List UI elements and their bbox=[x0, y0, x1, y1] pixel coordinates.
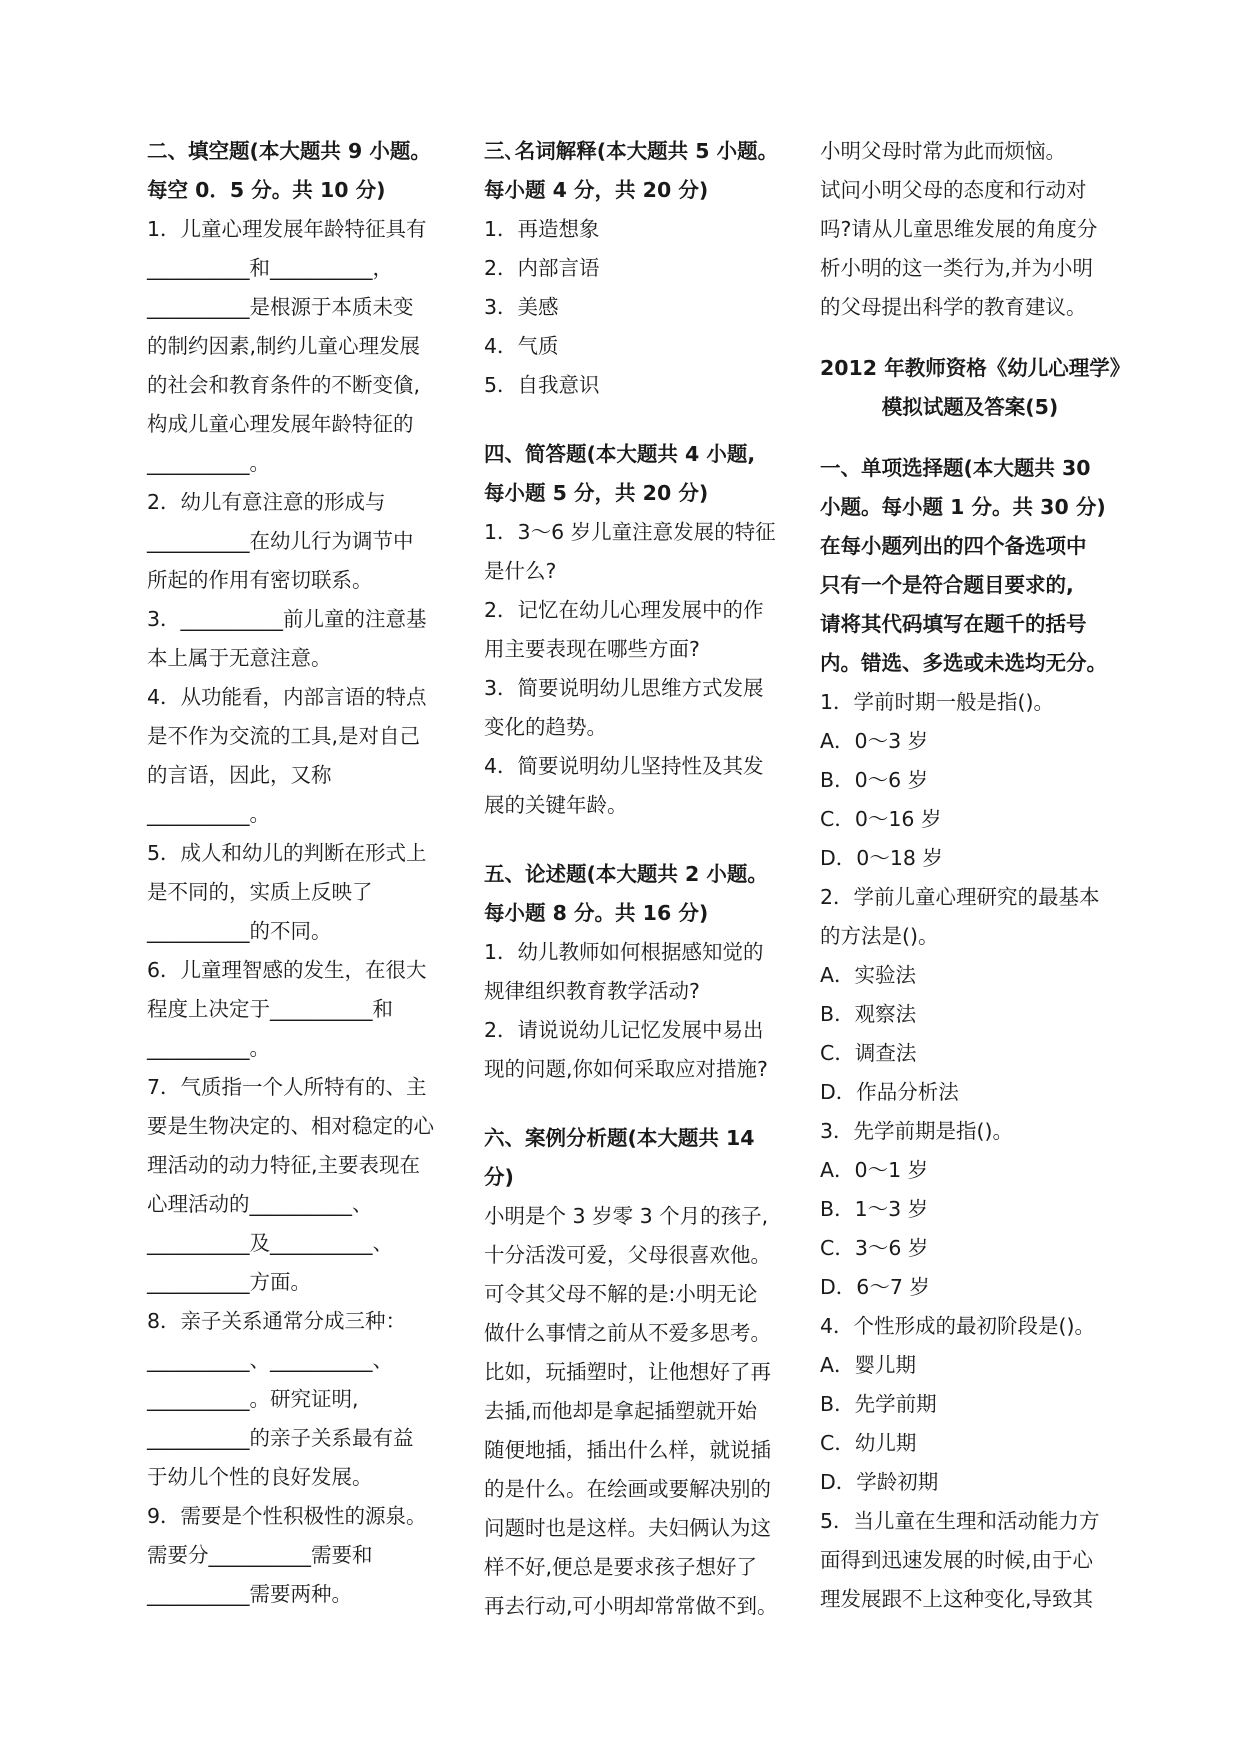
text-line: __________方面。 bbox=[147, 1270, 311, 1294]
text-line: 的方法是()。 bbox=[820, 924, 939, 948]
right-column bbox=[820, 132, 1131, 1619]
text-line: 2．学前儿童心理研究的最基本 bbox=[820, 885, 1100, 909]
text-line: 2．幼儿有意注意的形成与 bbox=[147, 490, 386, 514]
text-line: __________。 bbox=[147, 1036, 270, 1060]
text-line: A．实验法 bbox=[820, 963, 917, 987]
text-line: 比如，玩插塑时，让他想好了再 bbox=[484, 1360, 771, 1384]
section-heading-line: 模拟试题及答案(5) bbox=[881, 395, 1059, 419]
text-line: 变化的趋势。 bbox=[484, 715, 607, 739]
text-line: 用主要表现在哪些方面? bbox=[484, 637, 700, 661]
text-line: 需要分__________需要和 bbox=[147, 1543, 373, 1567]
text-line: 7．气质指一个人所特有的、主 bbox=[147, 1075, 427, 1099]
text-line: 5．当儿童在生理和活动能力方 bbox=[820, 1509, 1100, 1533]
text-line: 3．先学前期是指()。 bbox=[820, 1119, 1014, 1143]
section-heading-line: 三､名词解释(本大题共 5 小题。 bbox=[484, 139, 779, 163]
text-line: 十分活泼可爱，父母很喜欢他。 bbox=[484, 1243, 771, 1267]
text-line: C．0～16 岁 bbox=[820, 807, 942, 831]
section-spacer bbox=[484, 825, 794, 855]
text-line: 4．个性形成的最初阶段是()。 bbox=[820, 1314, 1096, 1338]
section-heading-line: 内。错选、多选或未选均无分。 bbox=[820, 651, 1107, 675]
text-line: __________需要两种。 bbox=[147, 1582, 352, 1606]
text-line: 于幼儿个性的良好发展。 bbox=[147, 1465, 373, 1489]
text-line: D．6～7 岁 bbox=[820, 1275, 930, 1299]
text-line: B．1～3 岁 bbox=[820, 1197, 929, 1221]
text-line: 2．内部言语 bbox=[484, 256, 600, 280]
text-line: __________及__________、 bbox=[147, 1231, 393, 1255]
text-line: __________。 bbox=[147, 451, 270, 475]
text-line: 去插,而他却是拿起插塑就开始 bbox=[484, 1399, 758, 1423]
text-line: 3．简要说明幼儿思维方式发展 bbox=[484, 676, 764, 700]
text-line: 吗?请从儿童思维发展的角度分 bbox=[820, 217, 1098, 241]
section-heading-line: 每小题 5 分，共 20 分) bbox=[484, 481, 709, 505]
text-line: __________的不同。 bbox=[147, 919, 332, 943]
text-line: B．0～6 岁 bbox=[820, 768, 929, 792]
section-heading-line: 小题。每小题 1 分。共 30 分) bbox=[820, 495, 1106, 519]
text-line: 析小明的这一类行为,并为小明 bbox=[820, 256, 1094, 280]
text-line: 1．学前时期一般是指()。 bbox=[820, 690, 1055, 714]
text-line: C．幼儿期 bbox=[820, 1431, 917, 1455]
text-line: 面得到迅速发展的时候,由于心 bbox=[820, 1548, 1094, 1572]
text-line: __________。研究证明, bbox=[147, 1387, 359, 1411]
text-line: 是不作为交流的工具,是对自己 bbox=[147, 724, 421, 748]
text-line: __________的亲子关系最有益 bbox=[147, 1426, 414, 1450]
text-line: 试问小明父母的态度和行动对 bbox=[820, 178, 1087, 202]
text-line: 的制约因素,制约儿童心理发展 bbox=[147, 334, 421, 358]
text-line: 是什么? bbox=[484, 559, 557, 583]
section-spacer bbox=[484, 1089, 794, 1119]
text-line: 理发展跟不上这种变化,导致其 bbox=[820, 1587, 1094, 1611]
text-line: 样不好,便总是要求孩子想好了 bbox=[484, 1555, 758, 1579]
text-line: 1．幼儿教师如何根据感知觉的 bbox=[484, 940, 764, 964]
section-heading-line: 只有一个是符合题目要求的, bbox=[820, 573, 1074, 597]
section-heading-line: 四、简答题(本大题共 4 小题, bbox=[484, 442, 756, 466]
section-heading-line: 五、论述题(本大题共 2 小题。 bbox=[484, 862, 768, 886]
text-line: 的言语，因此，又称 bbox=[147, 763, 332, 787]
text-line: 心理活动的__________、 bbox=[147, 1192, 373, 1216]
text-line: D．0～18 岁 bbox=[820, 846, 943, 870]
text-line: 是不同的，实质上反映了 bbox=[147, 880, 373, 904]
text-line: 4．从功能看，内部言语的特点 bbox=[147, 685, 427, 709]
text-line: __________。 bbox=[147, 802, 270, 826]
text-line: 构成儿童心理发展年龄特征的 bbox=[147, 412, 414, 436]
text-line: 3．__________前儿童的注意基 bbox=[147, 607, 427, 631]
text-line: 4．气质 bbox=[484, 334, 559, 358]
text-line: 2．请说说幼儿记忆发展中易出 bbox=[484, 1018, 764, 1042]
text-line: __________在幼儿行为调节中 bbox=[147, 529, 414, 553]
section-heading-line: 请将其代码填写在题千的括号 bbox=[820, 612, 1087, 636]
text-line: __________和__________， bbox=[147, 256, 393, 280]
text-line: 小明父母时常为此而烦恼。 bbox=[820, 139, 1066, 163]
text-line: __________、__________、 bbox=[147, 1348, 393, 1372]
left-column bbox=[147, 132, 447, 1614]
text-line: 3．美感 bbox=[484, 295, 559, 319]
section-heading-line: 每小题 8 分。共 16 分) bbox=[484, 901, 709, 925]
text-line: B．观察法 bbox=[820, 1002, 917, 1026]
text-line: A．婴儿期 bbox=[820, 1353, 917, 1377]
section-heading-line: 一、单项选择题(本大题共 30 bbox=[820, 456, 1091, 480]
section-heading-line: 分) bbox=[484, 1165, 514, 1189]
text-line: 本上属于无意注意。 bbox=[147, 646, 332, 670]
text-line: 再去行动,可小明却常常做不到。 bbox=[484, 1594, 778, 1618]
section-heading-line: 六、案例分析题(本大题共 14 bbox=[484, 1126, 755, 1150]
text-line: 规律组织教育教学活动? bbox=[484, 979, 700, 1003]
text-line: 做什么事情之前从不爱多思考。 bbox=[484, 1321, 771, 1345]
text-line: 1．3～6 岁儿童注意发展的特征 bbox=[484, 520, 776, 544]
section-heading-line: 在每小题列出的四个备选项中 bbox=[820, 534, 1087, 558]
text-line: 9．需要是个性积极性的源泉。 bbox=[147, 1504, 427, 1528]
text-line: 现的问题,你如何采取应对措施? bbox=[484, 1057, 768, 1081]
text-line: D．作品分析法 bbox=[820, 1080, 959, 1104]
text-line: __________是根源于本质未变 bbox=[147, 295, 414, 319]
section-heading-line: 每小题 4 分，共 20 分) bbox=[484, 178, 709, 202]
text-line: A．0～3 岁 bbox=[820, 729, 929, 753]
text-line: 5．成人和幼儿的判断在形式上 bbox=[147, 841, 427, 865]
text-line: 1．儿童心理发展年龄特征具有 bbox=[147, 217, 427, 241]
section-heading-line: 二、填空题(本大题共 9 小题。 bbox=[147, 139, 431, 163]
section-spacer bbox=[820, 427, 1120, 449]
text-line: 展的关键年龄。 bbox=[484, 793, 628, 817]
text-line: 理活动的动力特征,主要表现在 bbox=[147, 1153, 421, 1177]
text-line: C．3～6 岁 bbox=[820, 1236, 929, 1260]
text-line: 可令其父母不解的是:小明无论 bbox=[484, 1282, 758, 1306]
text-line: 的社会和教育条件的不断变僋, bbox=[147, 373, 421, 397]
text-line: 要是生物决定的、相对稳定的心 bbox=[147, 1114, 434, 1138]
text-line: 所起的作用有密切联系。 bbox=[147, 568, 373, 592]
text-line: 4．简要说明幼儿坚持性及其发 bbox=[484, 754, 764, 778]
text-line: A．0～1 岁 bbox=[820, 1158, 929, 1182]
section-heading-line: 每空 0．5 分。共 10 分) bbox=[147, 178, 386, 202]
section-heading-line: 2012 年教师资格《幼儿心理学》 bbox=[820, 356, 1131, 380]
text-line: 问题时也是这样。夫妇俩认为这 bbox=[484, 1516, 771, 1540]
text-line: 随便地插，插出什么样，就说插 bbox=[484, 1438, 771, 1462]
text-line: 1．再造想象 bbox=[484, 217, 600, 241]
middle-column bbox=[484, 132, 794, 1626]
text-line: D．学龄初期 bbox=[820, 1470, 939, 1494]
text-line: 5．自我意识 bbox=[484, 373, 600, 397]
text-line: 小明是个 3 岁零 3 个月的孩子, bbox=[484, 1204, 769, 1228]
text-line: 的是什么。在绘画或要解决别的 bbox=[484, 1477, 771, 1501]
text-line: C．调查法 bbox=[820, 1041, 917, 1065]
section-spacer bbox=[820, 327, 1120, 349]
text-line: 程度上决定于__________和 bbox=[147, 997, 393, 1021]
text-line: 的父母提出科学的教育建议。 bbox=[820, 295, 1087, 319]
text-line: 8．亲子关系通常分成三种： bbox=[147, 1309, 407, 1333]
text-line: 2．记忆在幼儿心理发展中的作 bbox=[484, 598, 764, 622]
text-line: 6．儿童理智感的发生，在很大 bbox=[147, 958, 427, 982]
text-line: B．先学前期 bbox=[820, 1392, 937, 1416]
section-spacer bbox=[484, 405, 794, 435]
